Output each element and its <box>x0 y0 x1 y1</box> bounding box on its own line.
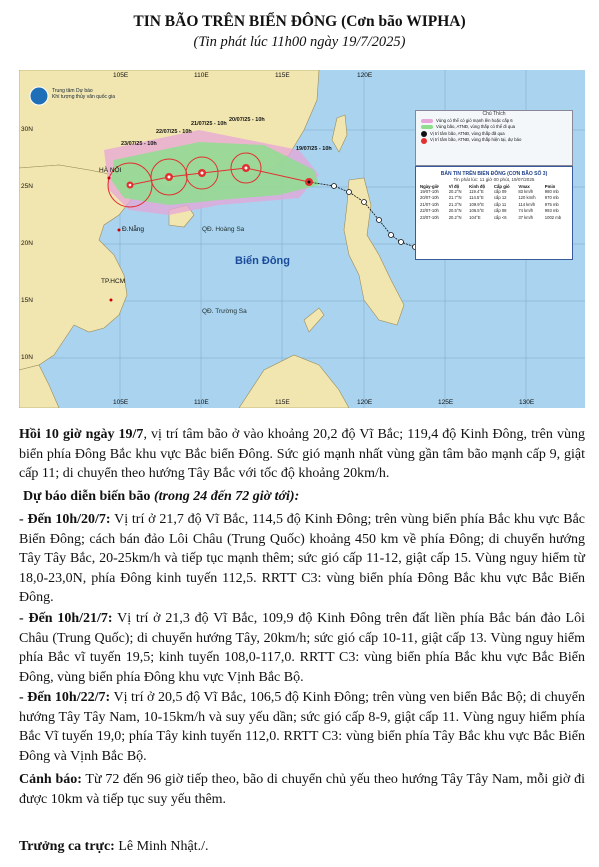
table-row: 21/07-10h 21.3°N 109.9°E cấp 11 114 km/h 975 mb <box>420 201 559 207</box>
track-label-t2: 20/07/25 - 10h <box>229 117 265 123</box>
legend-swatch-green <box>421 125 433 129</box>
legend-swatch-red <box>421 138 427 144</box>
legend-row-cone: Vùng bão, ATNĐ, vùng thấp có thể đi qua <box>416 124 572 131</box>
nchmf-logo <box>30 87 48 105</box>
table-row: 20/07-10h 21.7°N 114.5°E cấp 12 120 km/h 970 mb <box>420 195 559 201</box>
table-row: 23/07-10h 20.2°N 104°E cấp <6 37 km/h 1002 mb <box>420 214 562 220</box>
storm-info-box <box>415 166 573 260</box>
paragraph-forecast-20-7: - Đến 10h/20/7: Vị trí ở 21,7 độ Vĩ Bắc, 114,5 độ Kinh Đông; trên vùng biển phía Bắc khu vực Bắc Biển Đông; cách bán đảo Lôi Châu (Trung Quốc) khoảng 450 km về phía Đông; di chuyển hướng Tây Tây Bắc, 20-25km/h và tiếp tục mạnh thêm; sức gió cấp 11-12, giật cấp 15. Vùng nguy hiểm từ 18,0-23,0N, phía Đông kinh tuyến 112,5. RRTT C3: vùng biển phía Đông Bắc khu vực Bắc Biển Đông. <box>19 512 586 605</box>
table-row: 22/07-10h 20.5°N 106.5°E cấp 08 74 km/h 993 mb <box>420 208 559 214</box>
track-label-t3: 21/07/25 - 10h <box>191 121 227 127</box>
duty-officer-signature: Trưởng ca trực: Lê Minh Nhật./. <box>19 839 209 854</box>
label-hcm: TP.HCM <box>101 278 126 285</box>
land-palawan <box>304 308 324 332</box>
lon-label-125: 125E <box>438 399 454 406</box>
paragraph-forecast-21-7: - Đến 10h/21/7: Vị trí ở 21,3 độ Vĩ Bắc, 109,9 độ Kinh Đông trên đất liền phía Bắc bán đảo Lôi Châu (Trung Quốc); di chuyển hướng Tây, 20km/h; sức gió cấp 10-11, giật cấp 13. Vùng nguy hiểm phía Bắc vĩ tuyến 19,5; kinh tuyến 108,0-117,0. RRTT C3: vùng biển phía Bắc khu vực Bắc Biển Đông, vùng biển phía Đông khu vực Vịnh Bắc Bộ. <box>19 611 585 685</box>
label-truongsa: QĐ. Trường Sa <box>202 308 247 315</box>
land-indochina <box>19 165 131 370</box>
paragraph-warning: Cảnh báo: Từ 72 đến 96 giờ tiếp theo, bão di chuyển chủ yếu theo hướng Tây Tây Nam, mỗi giờ đi được 10km và tiếp tục suy yếu thêm. <box>19 772 585 807</box>
label-hoangsa: QĐ. Hoàng Sa <box>202 226 245 233</box>
lon-label-120: 120E <box>357 399 373 406</box>
lon-label-120-top: 120E <box>357 72 373 79</box>
legend-row-wind: Vùng có thể có gió mạnh lên hoặc cấp 6 <box>416 118 572 125</box>
infobox-subtitle: Tin phát lúc: 11 giờ 00 phút, 19/07/2025 <box>453 177 535 182</box>
lon-label-105-top: 105E <box>113 72 129 79</box>
label-danang: Đ.Nẵng <box>122 226 145 233</box>
lon-label-110-top: 110E <box>194 72 209 79</box>
center-name: Trung tâm Dự báo Khí tượng thủy văn quốc gia <box>52 88 116 100</box>
legend-swatch-pink <box>421 119 433 123</box>
storm-track-map <box>19 70 585 408</box>
lon-label-130: 130E <box>519 399 535 406</box>
land-taiwan <box>332 115 347 152</box>
land-borneo <box>239 355 349 408</box>
table-row: 19/07-10h 20.2°N 119.4°E cấp 09 83 km/h 980 mb <box>420 189 559 194</box>
infobox-title: BẢN TIN TRÊN BIỂN ĐÔNG (CƠN BÃO SỐ 3) <box>440 171 548 177</box>
legend-row-current: Vị trí tâm bão, ATNĐ, vùng thấp hiện tại, dự báo <box>416 137 572 144</box>
infobox-table <box>419 184 569 221</box>
lon-label-115: 115E <box>275 399 290 406</box>
land-malay <box>19 365 59 408</box>
lon-label-115-top: 115E <box>275 72 290 79</box>
legend-row-past: Vị trí tâm bão, ATNĐ, vùng thấp đã qua <box>416 131 572 138</box>
lat-label-25: 25N <box>21 183 33 190</box>
infobox-header-row: Ngày-giờ Vĩ độ Kinh độ Cấp gió Vmax Pmin <box>420 184 556 189</box>
land-philippines <box>344 178 404 325</box>
paragraph-current-position: Hồi 10 giờ ngày 19/7, vị trí tâm bão ở vào khoảng 20,2 độ Vĩ Bắc; 119,4 độ Kinh Đông, trên vùng biển phía Đông Bắc khu vực Bắc biển Đông. Sức gió mạnh nhất vùng gần tâm bão mạnh cấp 9, giật cấp 11; di chuyển theo hướng Tây Bắc với tốc độ khoảng 20km/h. <box>19 427 585 481</box>
paragraph-forecast-22-7: - Đến 10h/22/7: Vị trí ở 20,5 độ Vĩ Bắc, 106,5 độ Kinh Đông; trên vùng ven biển Bắc Bộ; di chuyển hướng Tây Tây Nam, 10-15km/h và suy yếu dần; sức gió cấp 8-9, giật cấp 11. Vùng nguy hiểm phía Bắc Vĩ tuyến 19,0; phía Tây kinh tuyến 112,0. RRTT C3: vùng biển phía Tây Bắc khu vực Bắc Biển Đông và Vịnh Bắc Bộ. <box>19 690 586 764</box>
track-label-t5: 23/07/25 - 10h <box>121 141 157 147</box>
label-bien-dong: Biển Đông <box>235 255 290 267</box>
legend-title: Chú Thích <box>482 111 506 117</box>
map-legend <box>415 110 573 166</box>
lat-label-20: 20N <box>21 240 33 247</box>
lon-label-105: 105E <box>113 399 129 406</box>
label-hanoi: HÀ NỘI <box>99 167 122 174</box>
paragraph-forecast-heading: Dự báo diễn biến bão (trong 24 đến 72 giờ tới): <box>23 489 300 504</box>
lat-label-30: 30N <box>21 126 33 133</box>
lat-label-10: 10N <box>21 354 33 361</box>
track-label-t4: 22/07/25 - 10h <box>156 129 192 135</box>
bulletin-title: TIN BÃO TRÊN BIỂN ĐÔNG (Cơn bão WIPHA) <box>133 13 466 30</box>
bulletin-subtitle: (Tin phát lúc 11h00 ngày 19/7/2025) <box>193 34 406 50</box>
lon-label-110: 110E <box>194 399 209 406</box>
legend-swatch-black <box>421 131 427 137</box>
lat-label-15: 15N <box>21 297 33 304</box>
track-label-t1: 19/07/25 - 10h <box>296 146 332 152</box>
